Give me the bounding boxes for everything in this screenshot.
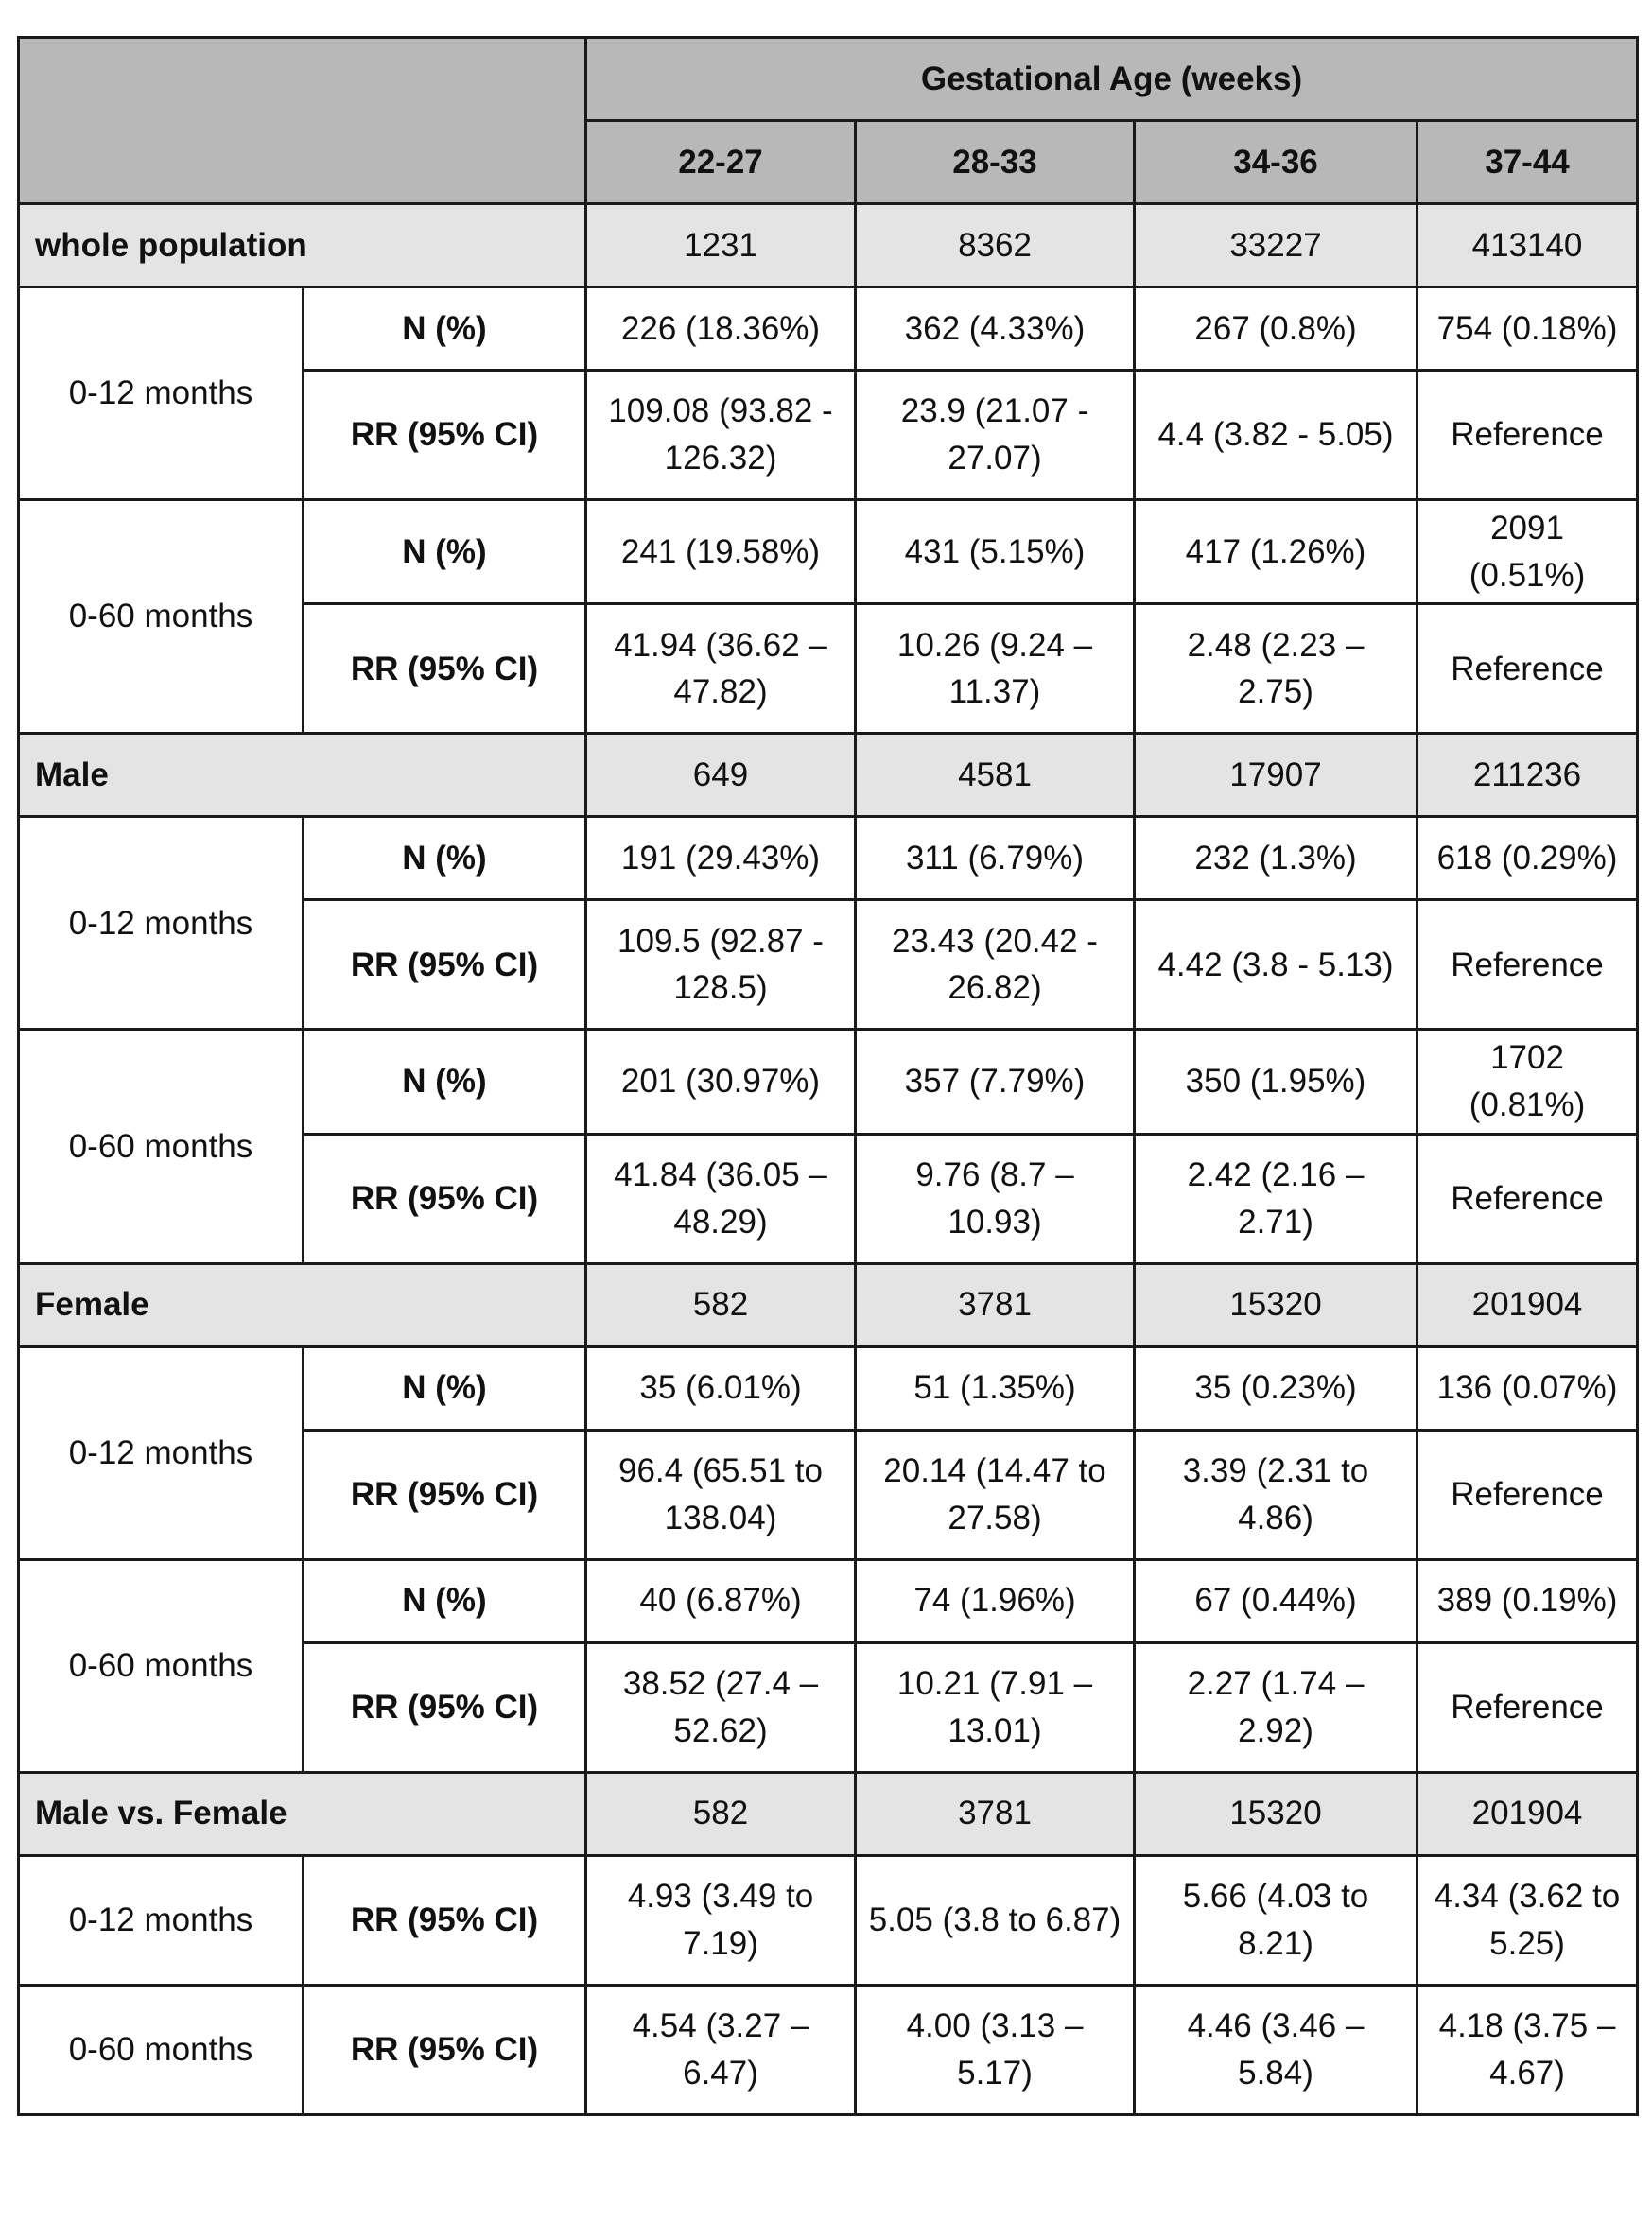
section-row [19, 1263, 1638, 1346]
n-cell: 35 (6.01%) [586, 1346, 856, 1430]
rr-cell: 96.4 (65.51 to 138.04) [586, 1430, 856, 1559]
total-cell: 3781 [856, 1772, 1135, 1855]
n-row [19, 1559, 1638, 1642]
rr-cell: 109.5 (92.87 - 128.5) [586, 900, 856, 1030]
rr-cell: 10.26 (9.24 – 11.37) [856, 604, 1135, 734]
n-cell: 232 (1.3%) [1135, 817, 1417, 900]
n-cell: 40 (6.87%) [586, 1559, 856, 1642]
total-cell: 582 [586, 1263, 856, 1346]
section-label: Male [19, 734, 586, 817]
rr-cell: 2.27 (1.74 – 2.92) [1135, 1642, 1417, 1772]
n-cell: 389 (0.19%) [1417, 1559, 1638, 1642]
column-header: 34-36 [1135, 121, 1417, 204]
stat-label: N (%) [304, 817, 586, 900]
stat-label: N (%) [304, 1030, 586, 1134]
total-cell: 201904 [1417, 1263, 1638, 1346]
stat-label: N (%) [304, 1346, 586, 1430]
period-label: 0-12 months [19, 287, 304, 500]
n-cell: 35 (0.23%) [1135, 1346, 1417, 1430]
rr-cell: 4.54 (3.27 – 6.47) [586, 1985, 856, 2114]
rr-cell: Reference [1417, 604, 1638, 734]
n-cell: 357 (7.79%) [856, 1030, 1135, 1134]
n-row [19, 500, 1638, 604]
table-body [19, 38, 1638, 2115]
rr-cell: 9.76 (8.7 – 10.93) [856, 1134, 1135, 1263]
rr-cell: 10.21 (7.91 – 13.01) [856, 1642, 1135, 1772]
n-cell: 241 (19.58%) [586, 500, 856, 604]
rr-cell: 23.43 (20.42 - 26.82) [856, 900, 1135, 1030]
total-cell: 201904 [1417, 1772, 1638, 1855]
total-cell: 33227 [1135, 204, 1417, 287]
n-cell: 431 (5.15%) [856, 500, 1135, 604]
period-label: 0-60 months [19, 1985, 304, 2114]
n-cell: 67 (0.44%) [1135, 1559, 1417, 1642]
comparison-rr-row [19, 1855, 1638, 1985]
rr-cell: Reference [1417, 371, 1638, 500]
stat-label: RR (95% CI) [304, 604, 586, 734]
rr-cell: 4.34 (3.62 to 5.25) [1417, 1855, 1638, 1985]
comparison-rr-row [19, 1985, 1638, 2114]
n-cell: 2091 (0.51%) [1417, 500, 1638, 604]
rr-cell: 23.9 (21.07 - 27.07) [856, 371, 1135, 500]
period-label: 0-60 months [19, 1559, 304, 1772]
period-label: 0-12 months [19, 817, 304, 1030]
n-cell: 51 (1.35%) [856, 1346, 1135, 1430]
column-header: 22-27 [586, 121, 856, 204]
total-cell: 15320 [1135, 1772, 1417, 1855]
stat-label: RR (95% CI) [304, 1430, 586, 1559]
stat-label: RR (95% CI) [304, 371, 586, 500]
n-cell: 1702 (0.81%) [1417, 1030, 1638, 1134]
rr-cell: 4.93 (3.49 to 7.19) [586, 1855, 856, 1985]
n-cell: 201 (30.97%) [586, 1030, 856, 1134]
header-corner-cell [19, 38, 586, 204]
n-cell: 191 (29.43%) [586, 817, 856, 900]
rr-cell: 5.05 (3.8 to 6.87) [856, 1855, 1135, 1985]
n-row [19, 1346, 1638, 1430]
rr-cell: 38.52 (27.4 – 52.62) [586, 1642, 856, 1772]
total-cell: 4581 [856, 734, 1135, 817]
total-cell: 211236 [1417, 734, 1638, 817]
total-cell: 582 [586, 1772, 856, 1855]
total-cell: 649 [586, 734, 856, 817]
rr-cell: 5.66 (4.03 to 8.21) [1135, 1855, 1417, 1985]
total-cell: 17907 [1135, 734, 1417, 817]
rr-cell: Reference [1417, 900, 1638, 1030]
rr-cell: 3.39 (2.31 to 4.86) [1135, 1430, 1417, 1559]
rr-cell: Reference [1417, 1642, 1638, 1772]
period-label: 0-60 months [19, 1030, 304, 1263]
stat-label: N (%) [304, 1559, 586, 1642]
section-row [19, 204, 1638, 287]
section-label: Female [19, 1263, 586, 1346]
rr-cell: 2.42 (2.16 – 2.71) [1135, 1134, 1417, 1263]
total-cell: 1231 [586, 204, 856, 287]
rr-cell: 41.94 (36.62 – 47.82) [586, 604, 856, 734]
gestational-age-header: Gestational Age (weeks) [586, 38, 1638, 121]
column-header: 37-44 [1417, 121, 1638, 204]
n-cell: 350 (1.95%) [1135, 1030, 1417, 1134]
header-row-title [19, 38, 1638, 121]
rr-cell: 20.14 (14.47 to 27.58) [856, 1430, 1135, 1559]
n-row [19, 287, 1638, 371]
n-cell: 226 (18.36%) [586, 287, 856, 371]
rr-cell: Reference [1417, 1430, 1638, 1559]
period-label: 0-12 months [19, 1855, 304, 1985]
stat-label: N (%) [304, 500, 586, 604]
total-cell: 3781 [856, 1263, 1135, 1346]
rr-cell: 4.00 (3.13 – 5.17) [856, 1985, 1135, 2114]
n-cell: 136 (0.07%) [1417, 1346, 1638, 1430]
n-row [19, 817, 1638, 900]
comparison-row [19, 1772, 1638, 1855]
n-cell: 267 (0.8%) [1135, 287, 1417, 371]
total-cell: 413140 [1417, 204, 1638, 287]
n-row [19, 1030, 1638, 1134]
stat-label: RR (95% CI) [304, 1855, 586, 1985]
rr-cell: Reference [1417, 1134, 1638, 1263]
section-label: whole population [19, 204, 586, 287]
stat-label: RR (95% CI) [304, 1134, 586, 1263]
section-row [19, 734, 1638, 817]
rr-cell: 41.84 (36.05 – 48.29) [586, 1134, 856, 1263]
total-cell: 15320 [1135, 1263, 1417, 1346]
stat-label: RR (95% CI) [304, 1642, 586, 1772]
section-label: Male vs. Female [19, 1772, 586, 1855]
stat-label: RR (95% CI) [304, 900, 586, 1030]
n-cell: 754 (0.18%) [1417, 287, 1638, 371]
stat-label: N (%) [304, 287, 586, 371]
n-cell: 362 (4.33%) [856, 287, 1135, 371]
rr-cell: 4.4 (3.82 - 5.05) [1135, 371, 1417, 500]
rr-cell: 4.18 (3.75 – 4.67) [1417, 1985, 1638, 2114]
rr-cell: 109.08 (93.82 - 126.32) [586, 371, 856, 500]
period-label: 0-12 months [19, 1346, 304, 1559]
n-cell: 74 (1.96%) [856, 1559, 1135, 1642]
rr-cell: 2.48 (2.23 – 2.75) [1135, 604, 1417, 734]
n-cell: 618 (0.29%) [1417, 817, 1638, 900]
n-cell: 311 (6.79%) [856, 817, 1135, 900]
n-cell: 417 (1.26%) [1135, 500, 1417, 604]
rr-cell: 4.42 (3.8 - 5.13) [1135, 900, 1417, 1030]
gestational-age-table [17, 36, 1639, 2116]
column-header: 28-33 [856, 121, 1135, 204]
total-cell: 8362 [856, 204, 1135, 287]
period-label: 0-60 months [19, 500, 304, 734]
stat-label: RR (95% CI) [304, 1985, 586, 2114]
rr-cell: 4.46 (3.46 – 5.84) [1135, 1985, 1417, 2114]
